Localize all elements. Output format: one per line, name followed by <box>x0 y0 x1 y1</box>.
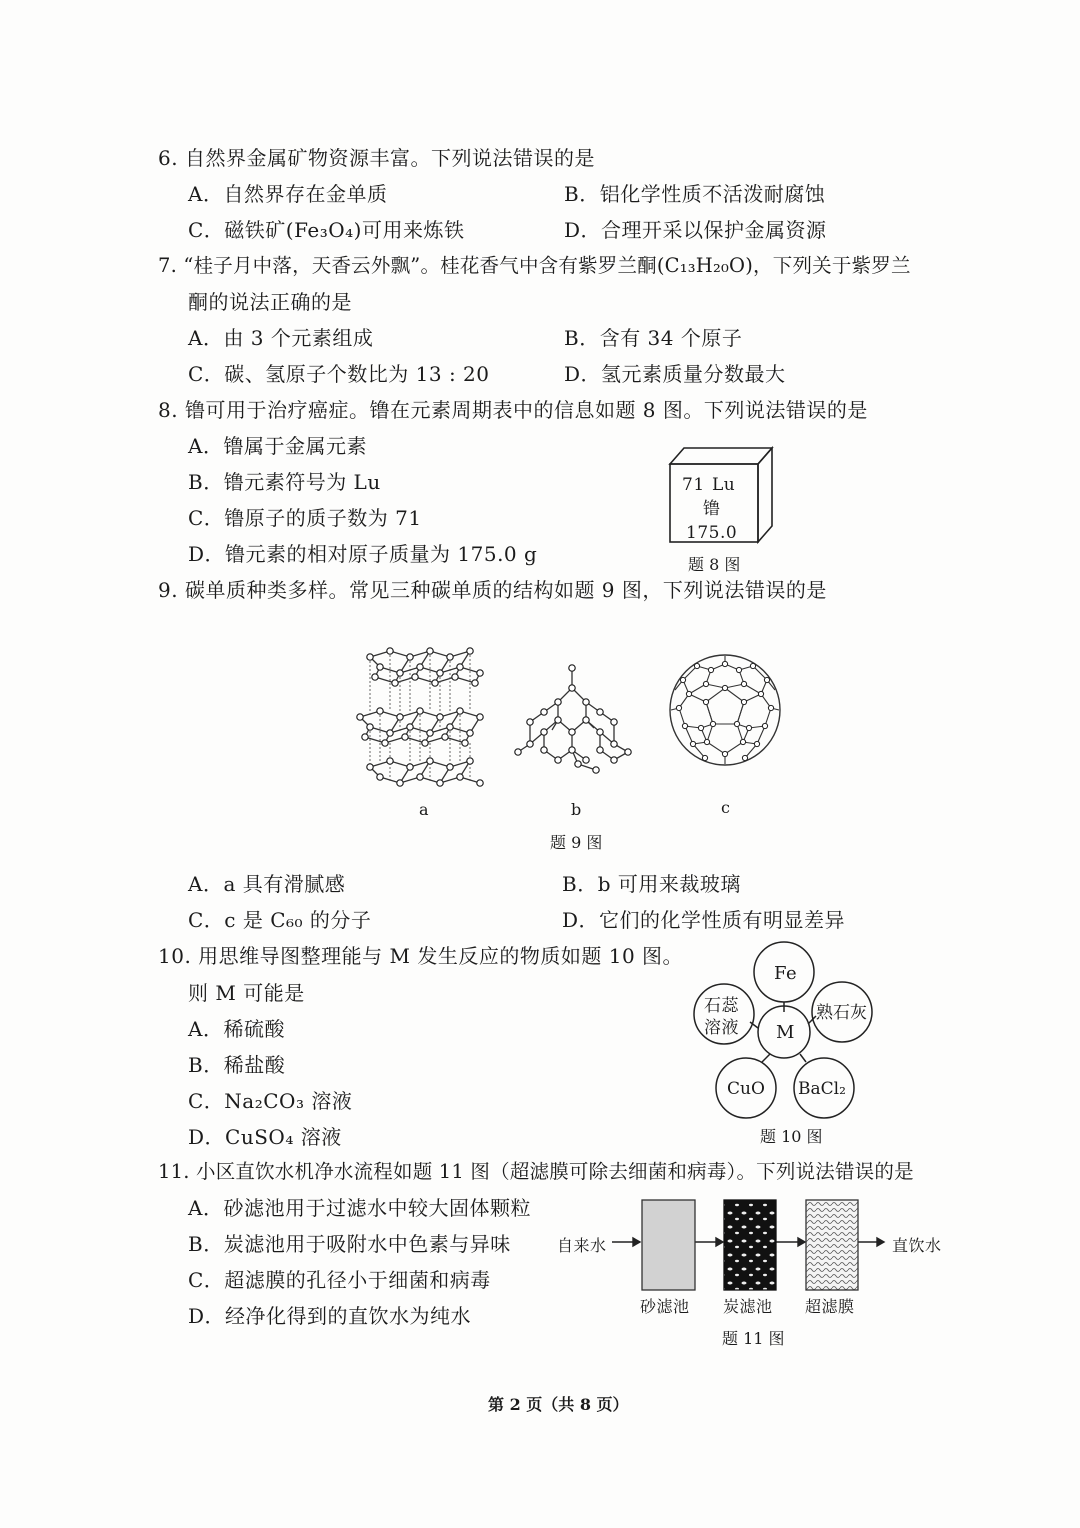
q7-stem-line1: 7. “桂子月中落，天香云外飘”。桂花香气中含有紫罗兰酮(C₁₃H₂₀O)，下列关于紫罗兰 <box>158 254 911 277</box>
diamond-structure-figure <box>512 660 642 775</box>
q8-option-d: D．镥元素的相对原子质量为 175.0 g <box>188 542 538 566</box>
q11-option-a: A．砂滤池用于过滤水中较大固体颗粒 <box>188 1196 531 1220</box>
q10-stem-line1: 10. 用思维导图整理能与 M 发生反应的物质如题 10 图。 <box>158 944 684 968</box>
q11-option-d: D．经净化得到的直饮水为纯水 <box>188 1304 472 1328</box>
mindmap-node-bacl2: BaCl₂ <box>798 1079 846 1099</box>
flow-output-label: 直饮水 <box>892 1236 942 1255</box>
q11-option-c: C．超滤膜的孔径小于细菌和病毒 <box>188 1268 491 1292</box>
q10-option-d: D．CuSO₄ 溶液 <box>188 1125 342 1149</box>
q8-stem: 8. 镥可用于治疗癌症。镥在元素周期表中的信息如题 8 图。下列说法错误的是 <box>158 398 868 422</box>
q11-figure-caption: 题 11 图 <box>722 1329 785 1348</box>
q10-option-c: C．Na₂CO₃ 溶液 <box>188 1089 353 1113</box>
mindmap-center-m: M <box>776 1022 795 1043</box>
q6-option-d: D．合理开采以保护金属资源 <box>564 218 827 242</box>
q8-option-a: A．镥属于金属元素 <box>188 434 367 458</box>
q8-option-b: B．镥元素符号为 Lu <box>188 470 381 494</box>
q9-option-b: B．b 可用来裁玻璃 <box>562 872 741 896</box>
water-flow-figure <box>600 1195 900 1295</box>
flow-stage-membrane: 超滤膜 <box>805 1297 855 1316</box>
q10-figure-caption: 题 10 图 <box>760 1127 823 1146</box>
q7-option-d: D．氢元素质量分数最大 <box>564 362 786 386</box>
q7-option-a: A．由 3 个元素组成 <box>188 326 374 350</box>
q9-option-a: A．a 具有滑腻感 <box>188 872 346 896</box>
mindmap-node-litmus-line1: 石蕊 <box>704 996 739 1016</box>
q9-option-c: C．c 是 C₆₀ 的分子 <box>188 908 372 932</box>
q11-option-b: B．炭滤池用于吸附水中色素与异味 <box>188 1232 511 1256</box>
mindmap-node-slaked-lime: 熟石灰 <box>816 1003 867 1023</box>
q11-stem: 11. 小区直饮水机净水流程如题 11 图（超滤膜可除去细菌和病毒）。下列说法错误的是 <box>158 1160 914 1183</box>
flow-stage-sand: 砂滤池 <box>640 1297 690 1316</box>
q6-option-b: B．铝化学性质不活泼耐腐蚀 <box>564 182 826 206</box>
q9-figure-caption: 题 9 图 <box>550 833 603 852</box>
q6-option-c: C．磁铁矿(Fe₃O₄)可用来炼铁 <box>188 218 465 242</box>
element-atomic-number: 71 <box>682 475 705 495</box>
q9-label-a: a <box>419 800 429 819</box>
q7-stem-line2: 酮的说法正确的是 <box>188 290 352 314</box>
q7-option-c: C．碳、氢原子个数比为 13 : 20 <box>188 362 490 386</box>
q10-option-a: A．稀硫酸 <box>188 1017 285 1041</box>
q6-option-a: A．自然界存在金单质 <box>188 182 388 206</box>
q10-option-b: B．稀盐酸 <box>188 1053 286 1077</box>
flow-stage-carbon: 炭滤池 <box>723 1297 773 1316</box>
q7-option-b: B．含有 34 个原子 <box>564 326 743 350</box>
flow-input-label: 自来水 <box>557 1236 607 1255</box>
page-footer: 第 2 页（共 8 页） <box>488 1395 629 1414</box>
q8-figure-caption: 题 8 图 <box>688 555 741 574</box>
c60-structure-figure <box>665 650 785 770</box>
element-atomic-mass: 175.0 <box>686 523 738 543</box>
mindmap-node-fe: Fe <box>774 963 798 984</box>
q9-option-d: D．它们的化学性质有明显差异 <box>562 908 846 932</box>
q9-label-b: b <box>571 800 582 819</box>
element-symbol: Lu <box>712 475 736 495</box>
q9-stem: 9. 碳单质种类多样。常见三种碳单质的结构如题 9 图，下列说法错误的是 <box>158 578 827 602</box>
mindmap-node-cuo: CuO <box>727 1079 765 1099</box>
mindmap-node-litmus-line2: 溶液 <box>704 1018 739 1038</box>
q9-label-c: c <box>721 798 730 817</box>
q10-stem-line2: 则 M 可能是 <box>188 981 305 1005</box>
q8-option-c: C．镥原子的质子数为 71 <box>188 506 422 530</box>
q6-stem: 6. 自然界金属矿物资源丰富。下列说法错误的是 <box>158 146 595 170</box>
graphite-structure-figure <box>350 645 490 795</box>
element-name: 镥 <box>703 499 721 519</box>
